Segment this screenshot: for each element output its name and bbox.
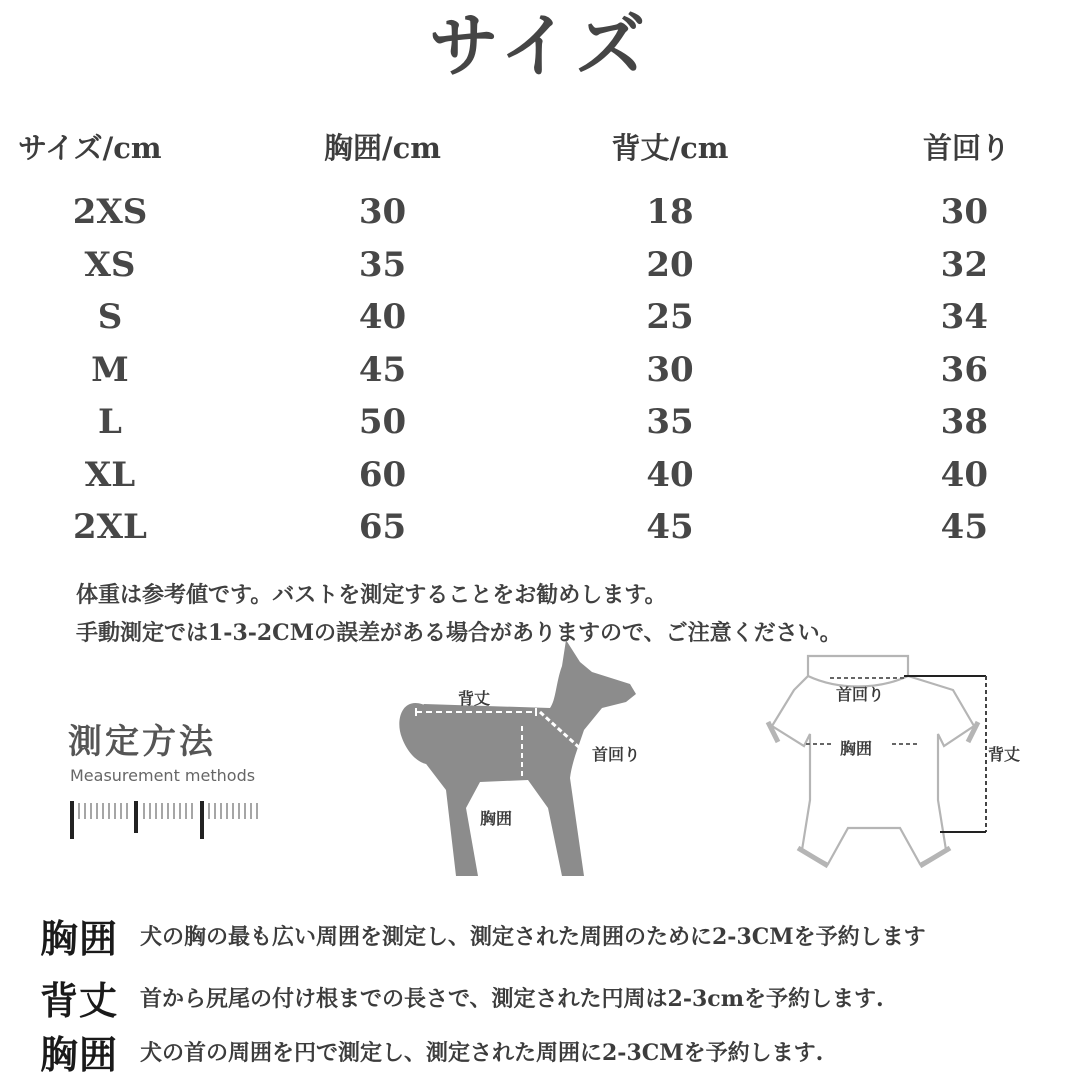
- page-title: サイズ: [428, 4, 652, 87]
- table-body: [0, 186, 1080, 554]
- cell-chest: 60: [358, 454, 407, 495]
- garment-diagram: [748, 650, 1058, 880]
- cell-back-length: 25: [646, 297, 694, 338]
- cell-neck: 38: [940, 402, 988, 443]
- cell-size: 2XS: [72, 192, 148, 233]
- table-row: [0, 239, 1080, 292]
- cell-chest: 35: [358, 244, 407, 285]
- definition-text: 犬の首の周囲を円で測定し、測定された周囲に2-3CMを予約します.: [140, 1040, 824, 1066]
- cell-neck: 32: [940, 244, 988, 285]
- definition-neck: [40, 1024, 823, 1079]
- dog-diagram: [380, 630, 660, 880]
- table-row: [0, 186, 1080, 239]
- definition-text: 首から尻尾の付け根までの長さで、測定された円周は2-3cmを予約します.: [140, 986, 884, 1012]
- cell-back-length: 45: [646, 507, 694, 548]
- cell-neck: 40: [940, 454, 988, 495]
- definition-chest: [40, 908, 926, 963]
- ruler-icon: [66, 795, 266, 843]
- garment-outline-icon: [748, 650, 1058, 880]
- note-line-1: 体重は参考値です。バストを測定することをお勧めします。: [76, 582, 667, 608]
- note-line-2: 手動測定では1-3-2CMの誤差がある場合がありますので、ご注意ください。: [76, 620, 842, 646]
- cell-chest: 45: [358, 349, 407, 390]
- header-size: サイズ/cm: [18, 130, 162, 165]
- header-neck: 首回り: [922, 130, 1010, 165]
- size-table: [0, 120, 1080, 554]
- header-back-length: 背丈/cm: [611, 130, 729, 165]
- dog-back-length-label: 背丈: [458, 689, 491, 708]
- cell-chest: 30: [358, 192, 407, 233]
- cell-size: S: [97, 297, 123, 338]
- cell-back-length: 18: [646, 192, 694, 233]
- table-row: [0, 344, 1080, 397]
- method-title: 測定方法: [68, 722, 216, 762]
- cell-chest: 65: [358, 507, 407, 548]
- cell-chest: 40: [358, 297, 407, 338]
- garment-back-length-label: 背丈: [988, 745, 1021, 764]
- cell-back-length: 20: [646, 244, 694, 285]
- cell-size: XL: [84, 454, 136, 495]
- table-row: [0, 501, 1080, 554]
- definition-term: 背丈: [40, 978, 119, 1023]
- cell-size: M: [91, 349, 129, 390]
- cell-back-length: 40: [646, 454, 694, 495]
- table-row: [0, 396, 1080, 449]
- cell-back-length: 35: [646, 402, 694, 443]
- cell-neck: 34: [940, 297, 988, 338]
- dog-neck-label: 首回り: [592, 745, 641, 764]
- dog-chest-label: 胸囲: [480, 809, 513, 828]
- cell-size: 2XL: [73, 507, 147, 548]
- table-row: [0, 291, 1080, 344]
- definition-back-length: [40, 970, 884, 1025]
- method-subtitle: Measurement methods: [70, 766, 256, 785]
- cell-neck: 45: [940, 507, 988, 548]
- table-header-row: [0, 120, 1080, 172]
- cell-neck: 30: [940, 192, 988, 233]
- definition-term: 胸囲: [40, 1032, 119, 1077]
- header-chest: 胸囲/cm: [324, 130, 441, 165]
- garment-chest-label: 胸囲: [840, 739, 873, 758]
- cell-back-length: 30: [646, 349, 694, 390]
- cell-size: L: [98, 402, 122, 443]
- cell-chest: 50: [358, 402, 407, 443]
- cell-size: XS: [84, 244, 136, 285]
- definition-text: 犬の胸の最も広い周囲を測定し、測定された周囲のために2-3CMを予約します: [140, 924, 926, 950]
- table-row: [0, 449, 1080, 502]
- garment-neck-label: 首回り: [836, 685, 885, 704]
- cell-neck: 36: [940, 349, 988, 390]
- definition-term: 胸囲: [40, 916, 119, 961]
